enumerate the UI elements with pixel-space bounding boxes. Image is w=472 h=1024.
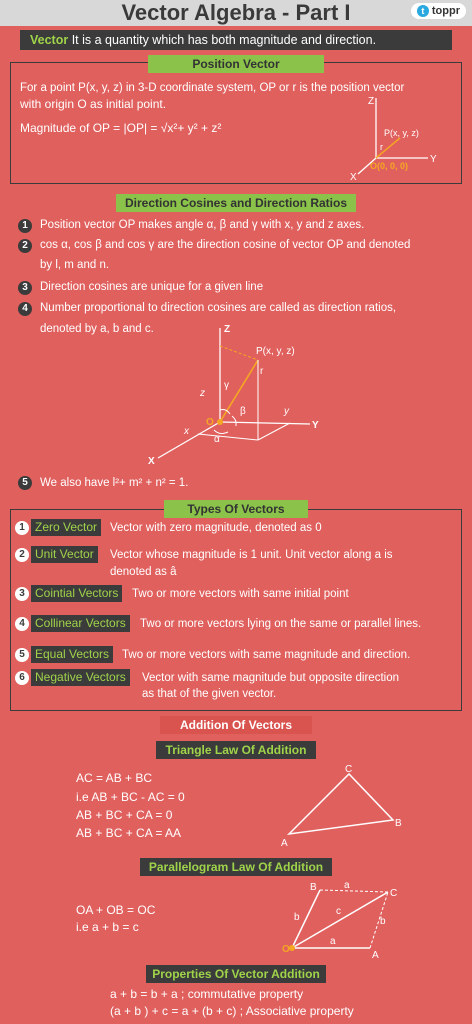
pv-magnitude: Magnitude of OP = |OP| = √x²+ y² + z² [20, 121, 222, 135]
pg-a-label: A [372, 950, 379, 961]
pg-b-label: B [310, 882, 317, 893]
dc-beta: β [240, 406, 246, 417]
dir-text-2: cos α, cos β and cos γ are the direction cosine of vector OP and denoted [40, 239, 411, 251]
dir-text-3: Direction cosines are unique for a given line [40, 281, 264, 293]
triangle-eq-2: i.e AB + BC - AC = 0 [76, 790, 185, 804]
pg-a-vec-top: a [344, 880, 350, 891]
property-commutative: a + b = b + a ; commutative property [110, 987, 304, 1001]
direction-cosines-figure [140, 322, 340, 472]
type-num-3: 3 [15, 587, 29, 601]
pg-b-vec-right: b [380, 916, 386, 927]
parallelogram-figure [280, 878, 410, 960]
dc-y-label: Y [312, 420, 319, 431]
type-text-6: Vector with same magnitude but opposite direction [142, 672, 399, 684]
pg-c-vec: c [336, 906, 341, 917]
pg-b-vec: b [294, 912, 300, 923]
type-num-4: 4 [15, 617, 29, 631]
pv-x-label: X [350, 172, 357, 183]
dir-num-3: 3 [18, 281, 32, 295]
type-text-4: Two or more vectors lying on the same or parallel lines. [140, 618, 422, 630]
dir-num-4: 4 [18, 302, 32, 316]
toppr-logo[interactable] [411, 3, 466, 19]
dir-num-5: 5 [18, 476, 32, 490]
dc-y-dist: y [284, 406, 289, 417]
type-text-5: Two or more vectors with same magnitude and direction. [122, 649, 411, 661]
parallelogram-eq-1: OA + OB = OC [76, 903, 156, 917]
triangle-figure [275, 762, 415, 852]
dc-alpha: α [214, 434, 220, 445]
addition-heading: Addition Of Vectors [160, 716, 312, 734]
vector-definition [20, 30, 452, 50]
pg-c-label: C [390, 888, 398, 899]
dc-o-label: O [206, 417, 214, 428]
dir-text-4: Number proportional to direction cosines are called as direction ratios, [40, 302, 397, 314]
triangle-eq-1: AC = AB + BC [76, 771, 153, 785]
pg-a-vec: a [330, 936, 336, 947]
toppr-logo-icon: t [417, 5, 429, 17]
triangle-a-label: A [281, 838, 288, 849]
dir-text-4b: denoted by a, b and c. [40, 323, 154, 335]
pv-origin-label: O(0, 0, 0) [370, 161, 409, 171]
dc-p-label: P(x, y, z) [256, 346, 295, 357]
type-text-6b: as that of the given vector. [142, 688, 277, 700]
type-text-3: Two or more vectors with same initial point [132, 588, 349, 600]
pv-r-label: r [380, 142, 383, 152]
type-tag-1: Zero Vector [31, 519, 101, 536]
parallelogram-heading: Parallelogram Law Of Addition [140, 858, 332, 876]
dc-x-label: X [148, 456, 155, 467]
properties-heading: Properties Of Vector Addition [146, 965, 326, 983]
position-vector-heading: Position Vector [148, 55, 324, 73]
pv-y-label: Y [430, 154, 437, 165]
dir-num-2: 2 [18, 239, 32, 253]
dc-gamma: γ [224, 380, 229, 391]
type-num-1: 1 [15, 521, 29, 535]
type-text-2b: denoted as â [110, 566, 177, 578]
type-tag-5: Equal Vectors [31, 646, 113, 663]
dc-z-label: Z [224, 324, 231, 335]
dir-text-5: We also have l²+ m² + n² = 1. [40, 477, 189, 489]
pv-line2: with origin O as initial point. [20, 97, 167, 111]
type-tag-4: Collinear Vectors [31, 615, 130, 632]
pv-p-label: P(x, y, z) [384, 128, 419, 138]
dc-r-label: r [260, 366, 264, 377]
type-text-2: Vector whose magnitude is 1 unit. Unit vector along a is [110, 549, 393, 561]
types-heading: Types Of Vectors [164, 500, 308, 518]
type-tag-6: Negative Vectors [31, 669, 130, 686]
page-title: Vector Algebra - Part I [121, 0, 351, 25]
parallelogram-eq-2: i.e a + b = c [76, 920, 139, 934]
triangle-heading: Triangle Law Of Addition [156, 741, 316, 759]
type-num-5: 5 [15, 648, 29, 662]
property-associative: (a + b ) + c = a + (b + c) ; Associative property [110, 1004, 354, 1018]
triangle-eq-4: AB + BC + CA = AA [76, 826, 182, 840]
dir-text-1: Position vector OP makes angle α, β and γ with x, y and z axes. [40, 219, 365, 231]
type-tag-3: Cointial Vectors [31, 585, 122, 602]
triangle-b-label: B [395, 818, 402, 829]
logo-text: toppr [431, 5, 460, 17]
definition-keyword: Vector [30, 33, 69, 47]
dir-text-2b: by l, m and n. [40, 259, 110, 271]
type-num-2: 2 [15, 548, 29, 562]
direction-heading: Direction Cosines and Direction Ratios [116, 194, 356, 212]
triangle-c-label: C [345, 764, 353, 775]
type-text-1: Vector with zero magnitude, denoted as 0 [110, 522, 322, 534]
pv-z-label: Z [368, 96, 375, 107]
definition-text: It is a quantity which has both magnitude and direction. [71, 33, 377, 47]
dc-x-dist: x [184, 426, 189, 437]
dc-z-dist: z [200, 388, 205, 399]
type-num-6: 6 [15, 671, 29, 685]
pg-o-label: O [282, 944, 290, 955]
type-tag-2: Unit Vector [31, 546, 98, 563]
position-vector-figure [340, 92, 450, 182]
dir-num-1: 1 [18, 219, 32, 233]
pv-line1: For a point P(x, y, z) in 3-D coordinate system, OP or r is the position vector [20, 82, 405, 94]
triangle-eq-3: AB + BC + CA = 0 [76, 808, 173, 822]
